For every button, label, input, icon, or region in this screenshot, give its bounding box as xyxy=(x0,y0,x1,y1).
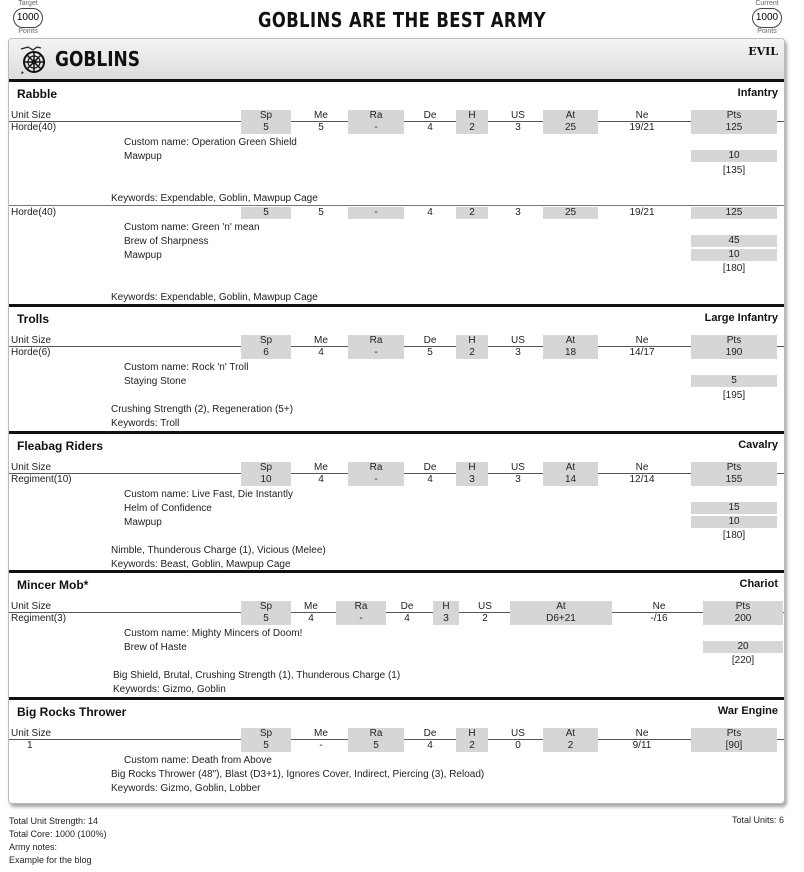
unit-total-points: [220] xyxy=(731,655,755,666)
stat-header-at: At xyxy=(543,728,598,740)
stat-header-ra: Ra xyxy=(348,110,404,122)
stat-header-ne: Ne xyxy=(635,335,649,346)
upgrade-line: Brew of Haste xyxy=(124,642,187,653)
upgrade-line: Mawpup xyxy=(124,151,162,162)
stat-header-de: De xyxy=(400,601,414,612)
unit-size-value: 1 xyxy=(27,740,33,751)
stat-at: 2 xyxy=(543,740,598,752)
stat-at: 18 xyxy=(543,347,598,359)
stat-header-ne: Ne xyxy=(635,728,649,739)
stat-header-at: At xyxy=(543,110,598,122)
faction-name: GOBLINS xyxy=(55,47,140,71)
upgrade-line: Custom name: Rock 'n' Troll xyxy=(124,362,249,373)
stat-header-de: De xyxy=(423,335,437,346)
stat-de: 4 xyxy=(404,613,410,624)
stat-header-at: At xyxy=(543,335,598,347)
target-points-value[interactable]: 1000 xyxy=(13,8,43,28)
stat-me: 5 xyxy=(318,207,324,218)
current-points xyxy=(747,0,787,36)
stat-us: 3 xyxy=(515,474,521,485)
stat-header-us: US xyxy=(511,335,525,346)
stat-header-de: De xyxy=(423,728,437,739)
stat-h: 2 xyxy=(456,207,488,219)
stat-header-h: H xyxy=(456,110,488,122)
stat-header-ne: Ne xyxy=(635,462,649,473)
unit-size-value: Horde(40) xyxy=(11,207,57,218)
stat-ne: -/16 xyxy=(650,613,668,624)
stat-sp: 6 xyxy=(241,347,291,359)
stat-ra: - xyxy=(336,613,386,625)
unit-type: Chariot xyxy=(739,578,778,590)
stat-h: 3 xyxy=(456,474,488,486)
stat-pts: 125 xyxy=(691,122,777,134)
stat-me: - xyxy=(319,740,323,751)
unit-type: Infantry xyxy=(737,87,778,99)
stat-us: 2 xyxy=(482,613,488,624)
stat-header-pts: Pts xyxy=(691,335,777,347)
stat-ne: 9/11 xyxy=(632,740,652,751)
stat-de: 5 xyxy=(427,347,433,358)
unit-total-points: [180] xyxy=(722,530,746,541)
stat-header-me: Me xyxy=(314,335,328,346)
unit-total-points: [135] xyxy=(722,165,746,176)
unit-size-label: Unit Size xyxy=(11,462,52,473)
stat-row xyxy=(9,740,784,752)
unit-size-value: Regiment(3) xyxy=(11,613,67,624)
stat-pts: 155 xyxy=(691,474,777,486)
target-caption: Target xyxy=(18,0,38,7)
upgrade-line: Custom name: Live Fast, Die Instantly xyxy=(124,489,293,500)
stat-header-sp: Sp xyxy=(241,335,291,347)
unit-type: War Engine xyxy=(717,705,778,717)
upgrade-line: Helm of Confidence xyxy=(124,503,212,514)
keywords-line: Keywords: Gizmo, Goblin, Lobber xyxy=(111,783,261,794)
stat-me: 4 xyxy=(318,347,324,358)
upgrade-line: Brew of Sharpness xyxy=(124,236,209,247)
stat-at: 25 xyxy=(543,207,598,219)
army-sheet xyxy=(8,38,785,804)
upgrade-line: Custom name: Mighty Mincers of Doom! xyxy=(124,628,303,639)
stat-at: 25 xyxy=(543,122,598,134)
stat-header-us: US xyxy=(511,728,525,739)
stat-header-row xyxy=(9,110,784,122)
stat-us: 3 xyxy=(515,347,521,358)
stat-header-de: De xyxy=(423,110,437,121)
stat-ne: 19/21 xyxy=(629,122,655,133)
stat-row xyxy=(9,122,784,134)
unit-total-points: [180] xyxy=(722,263,746,274)
stat-header-h: H xyxy=(433,601,459,613)
stat-header-h: H xyxy=(456,335,488,347)
stat-header-me: Me xyxy=(304,601,318,612)
upgrade-points: 10 xyxy=(691,516,777,528)
keywords-line: Keywords: Troll xyxy=(111,418,180,429)
stat-h: 2 xyxy=(456,347,488,359)
upgrade-line: Custom name: Death from Above xyxy=(124,755,272,766)
unit-name: Big Rocks Thrower xyxy=(17,705,127,719)
stat-header-sp: Sp xyxy=(241,601,291,613)
stat-row xyxy=(9,474,784,486)
total-unit-strength: Total Unit Strength: 14 xyxy=(9,816,99,826)
stat-us: 3 xyxy=(515,207,521,218)
unit-size-label: Unit Size xyxy=(11,335,52,346)
upgrade-line: Mawpup xyxy=(124,250,162,261)
unit-block xyxy=(9,307,784,434)
upgrade-points: 10 xyxy=(691,249,777,261)
unit-block xyxy=(9,700,784,803)
stat-header-me: Me xyxy=(314,110,328,121)
stat-header-row xyxy=(9,335,784,347)
stat-de: 4 xyxy=(427,740,433,751)
goblin-emblem-icon xyxy=(19,45,49,75)
keywords-line: Keywords: Expendable, Goblin, Mawpup Cage xyxy=(111,292,318,303)
stat-header-us: US xyxy=(511,110,525,121)
stat-me: 4 xyxy=(318,474,324,485)
unit-block xyxy=(9,573,784,700)
stat-sp: 5 xyxy=(241,740,291,752)
unit-block xyxy=(9,82,784,307)
stat-ra: - xyxy=(348,207,404,219)
unit-type: Large Infantry xyxy=(704,312,778,324)
stat-us: 0 xyxy=(515,740,521,751)
stat-header-h: H xyxy=(456,728,488,740)
stat-header-pts: Pts xyxy=(691,110,777,122)
unit-size-label: Unit Size xyxy=(11,110,52,121)
upgrade-line: Custom name: Green 'n' mean xyxy=(124,222,260,233)
unit-list xyxy=(9,82,784,803)
unit-name: Mincer Mob* xyxy=(17,578,89,592)
stat-header-ra: Ra xyxy=(348,335,404,347)
upgrade-points: 10 xyxy=(691,150,777,162)
stat-header-pts: Pts xyxy=(691,728,777,740)
stat-header-row xyxy=(9,601,784,613)
stat-header-ra: Ra xyxy=(348,728,404,740)
special-rules-line: Crushing Strength (2), Regeneration (5+) xyxy=(111,404,294,415)
upgrade-points: 15 xyxy=(691,502,777,514)
stat-ra: - xyxy=(348,474,404,486)
stat-ne: 19/21 xyxy=(629,207,655,218)
stat-header-ne: Ne xyxy=(652,601,666,612)
stat-header-sp: Sp xyxy=(241,110,291,122)
upgrade-line: Mawpup xyxy=(124,517,162,528)
stat-h: 3 xyxy=(433,613,459,625)
upgrade-line: Custom name: Operation Green Shield xyxy=(124,137,297,148)
stat-ra: - xyxy=(348,347,404,359)
stat-h: 2 xyxy=(456,122,488,134)
unit-type: Cavalry xyxy=(738,439,778,451)
unit-size-value: Horde(6) xyxy=(11,347,51,358)
stat-us: 3 xyxy=(515,122,521,133)
stat-ra: - xyxy=(348,122,404,134)
army-notes: Example for the blog xyxy=(9,855,92,865)
upgrade-line: Staying Stone xyxy=(124,376,187,387)
upgrade-points: 5 xyxy=(691,375,777,387)
stat-ra: 5 xyxy=(348,740,404,752)
stat-header-de: De xyxy=(423,462,437,473)
special-rules-line: Big Rocks Thrower (48"), Blast (D3+1), Ignores Cover, Indirect, Piercing (3), Reload) xyxy=(111,769,485,780)
total-units: Total Units: 6 xyxy=(732,815,785,825)
stat-de: 4 xyxy=(427,122,433,133)
upgrade-points: 20 xyxy=(703,641,783,653)
stat-me: 5 xyxy=(318,122,324,133)
stat-header-pts: Pts xyxy=(703,601,783,613)
army-summary xyxy=(9,815,107,867)
keywords-line: Keywords: Expendable, Goblin, Mawpup Cage xyxy=(111,193,318,204)
stat-header-h: H xyxy=(456,462,488,474)
stat-de: 4 xyxy=(427,474,433,485)
unit-size-value: Regiment(10) xyxy=(11,474,72,485)
stat-header-sp: Sp xyxy=(241,462,291,474)
stat-header-me: Me xyxy=(314,728,328,739)
stat-header-ra: Ra xyxy=(336,601,386,613)
stat-sp: 5 xyxy=(241,122,291,134)
stat-sp: 5 xyxy=(241,207,291,219)
stat-header-me: Me xyxy=(314,462,328,473)
stat-h: 2 xyxy=(456,740,488,752)
stat-header-sp: Sp xyxy=(241,728,291,740)
faction-header xyxy=(9,39,784,82)
stat-ne: 14/17 xyxy=(629,347,655,358)
stat-row xyxy=(9,613,784,625)
faction-alignment: EVIL xyxy=(748,45,778,58)
army-notes-label: Army notes: xyxy=(9,842,58,852)
stat-header-at: At xyxy=(510,601,612,613)
stat-at: D6+21 xyxy=(510,613,612,625)
unit-name: Fleabag Riders xyxy=(17,439,104,453)
entry-divider xyxy=(9,205,784,206)
unit-size-label: Unit Size xyxy=(11,601,52,612)
stat-header-us: US xyxy=(511,462,525,473)
stat-header-at: At xyxy=(543,462,598,474)
stat-sp: 5 xyxy=(241,613,291,625)
stat-row xyxy=(9,347,784,359)
current-sub: Points xyxy=(757,28,777,35)
special-rules-line: Big Shield, Brutal, Crushing Strength (1), Thunderous Charge (1) xyxy=(113,670,401,681)
target-points xyxy=(8,0,48,36)
stat-at: 14 xyxy=(543,474,598,486)
current-caption: Current xyxy=(755,0,779,7)
stat-header-ne: Ne xyxy=(635,110,649,121)
current-points-value: 1000 xyxy=(752,8,782,28)
unit-block xyxy=(9,434,784,573)
stat-header-ra: Ra xyxy=(348,462,404,474)
unit-size-label: Unit Size xyxy=(11,728,52,739)
keywords-line: Keywords: Gizmo, Goblin xyxy=(113,684,226,695)
stat-ne: 12/14 xyxy=(629,474,655,485)
stat-header-row xyxy=(9,728,784,740)
army-title: GOBLINS ARE THE BEST ARMY xyxy=(258,8,546,32)
unit-name: Trolls xyxy=(17,312,50,326)
special-rules-line: Nimble, Thunderous Charge (1), Vicious (Melee) xyxy=(111,545,326,556)
unit-size-value: Horde(40) xyxy=(11,122,57,133)
stat-header-pts: Pts xyxy=(691,462,777,474)
stat-row xyxy=(9,207,784,219)
upgrade-points: 45 xyxy=(691,235,777,247)
stat-de: 4 xyxy=(427,207,433,218)
stat-pts: 200 xyxy=(703,613,783,625)
stat-pts: 125 xyxy=(691,207,777,219)
stat-me: 4 xyxy=(308,613,314,624)
total-core: Total Core: 1000 (100%) xyxy=(9,829,107,839)
keywords-line: Keywords: Beast, Goblin, Mawpup Cage xyxy=(111,559,291,570)
target-sub: Points xyxy=(18,28,38,35)
stat-pts: [90] xyxy=(691,740,777,752)
unit-name: Rabble xyxy=(17,87,58,101)
unit-total-points: [195] xyxy=(722,390,746,401)
stat-sp: 10 xyxy=(241,474,291,486)
stat-pts: 190 xyxy=(691,347,777,359)
stat-header-row xyxy=(9,462,784,474)
stat-header-us: US xyxy=(478,601,492,612)
